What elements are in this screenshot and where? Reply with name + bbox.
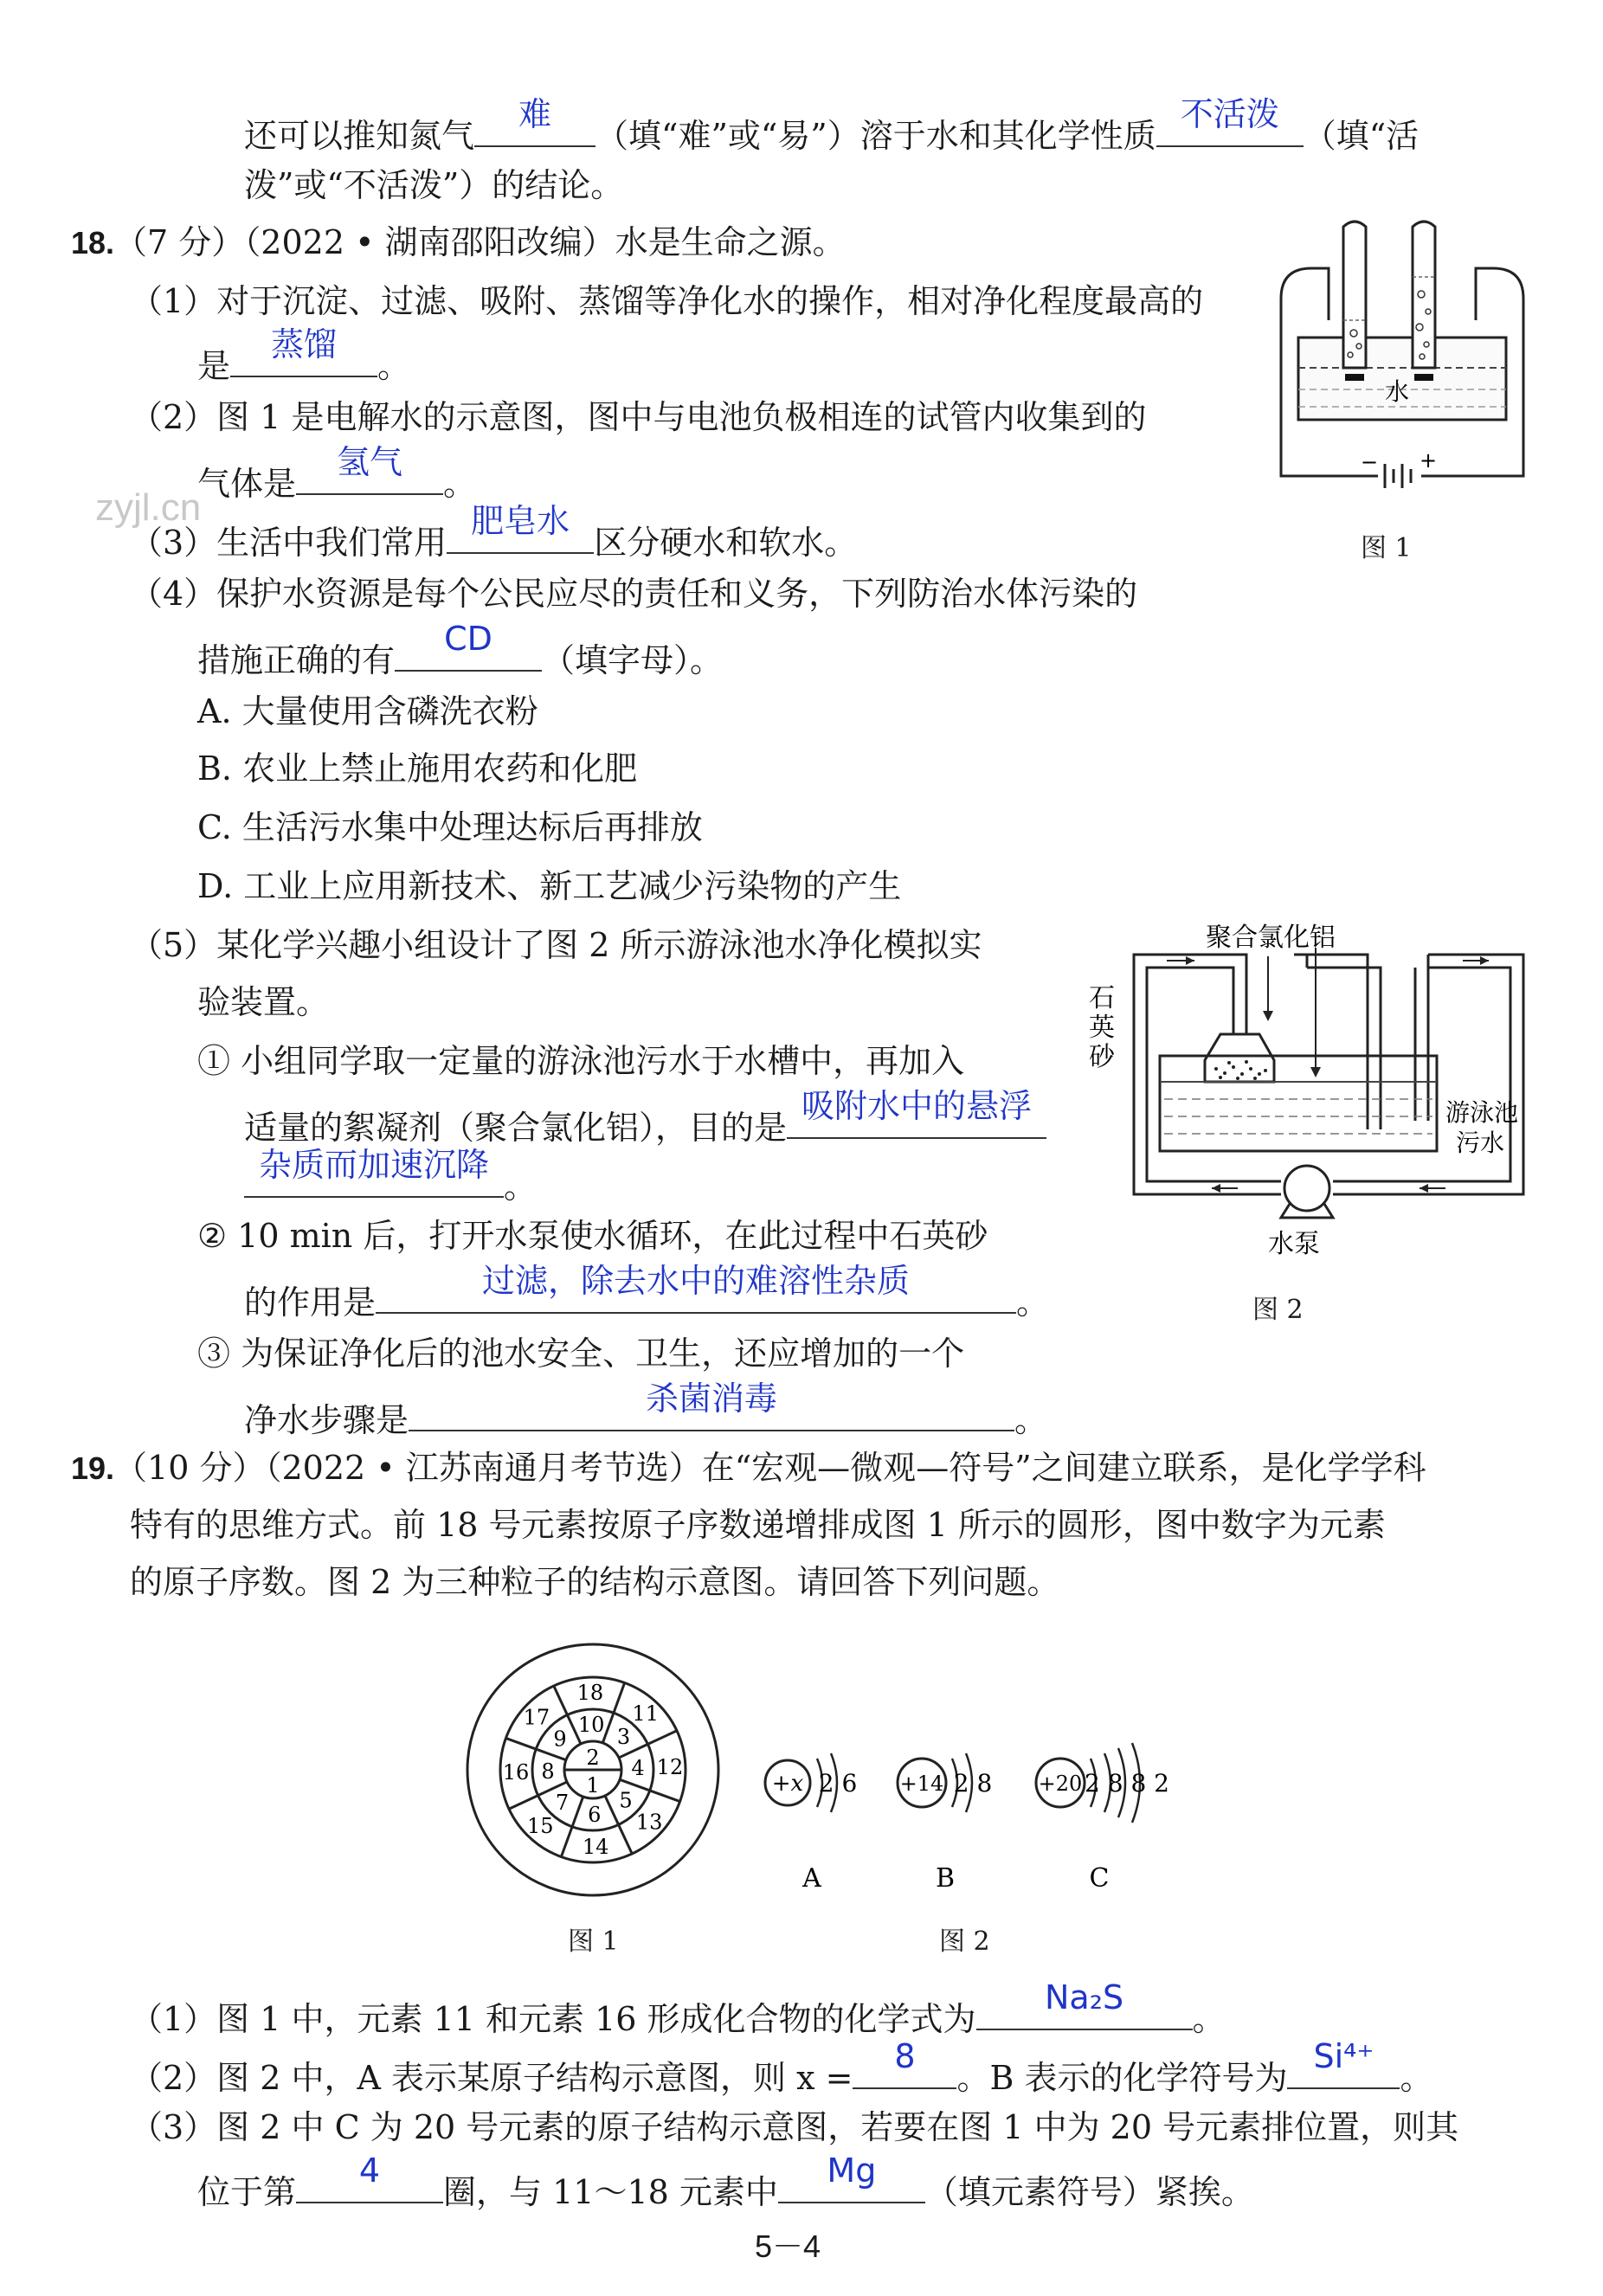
atom-b-nucleus: +14	[899, 1772, 944, 1796]
blank-flocculant-purpose: 吸附水中的悬浮	[787, 1099, 1046, 1139]
flow-arrow	[1420, 1184, 1428, 1193]
wheel-spoke	[605, 1796, 619, 1825]
wheel-number-12: 12	[656, 1754, 684, 1779]
q19-q1: （1）图 1 中，元素 11 和元素 16 形成化合物的化学式为 Na₂S 。	[130, 1978, 1226, 2038]
atom-c-shells: 2 8 8 2	[1085, 1769, 1169, 1798]
plus-sign: +	[1420, 448, 1438, 473]
atom-diagrams	[753, 1731, 1203, 1913]
flow-arrow	[1212, 1184, 1220, 1193]
wheel-spoke	[572, 1797, 583, 1827]
blank-distillation: 蒸馏	[230, 338, 377, 377]
wheel-number-1: 1	[586, 1773, 600, 1798]
flow-arrow	[1480, 956, 1489, 965]
wheel-number-11: 11	[632, 1701, 659, 1726]
q18-s1-line2: 适量的絮凝剂（聚合氯化铝），目的是 吸附水中的悬浮	[244, 1099, 1046, 1148]
label-polyaluminum: 聚合氯化铝	[1206, 923, 1336, 953]
atom-b-shells: 2 8	[953, 1769, 993, 1798]
water-label: 水	[1385, 377, 1410, 406]
q18-number: 18.	[71, 225, 115, 260]
q18-s2-line1: ② 10 min 后，打开水泵使水循环，在此过程中石英砂	[197, 1217, 988, 1255]
wheel-number-16: 16	[502, 1760, 530, 1785]
atom-a-shells: 2 6	[818, 1769, 858, 1798]
atom-b	[898, 1753, 992, 1894]
q18-s3-line1: ③ 为保证净化后的池水安全、卫生，还应增加的一个	[197, 1335, 965, 1373]
wheel-spoke	[614, 1682, 625, 1713]
wheel-caption: 图 1	[568, 1926, 619, 1957]
wheel-spoke	[619, 1824, 633, 1854]
label-quartz-3: 砂	[1089, 1042, 1115, 1072]
q18-p5-line1: （5）某化学兴趣小组设计了图 2 所示游泳池水净化模拟实	[130, 926, 982, 964]
atom-a	[765, 1753, 857, 1894]
pipe-right	[1294, 955, 1381, 1129]
q18-p5-line2: 验装置。	[197, 983, 330, 1021]
atom-c-nucleus: +20	[1038, 1772, 1083, 1796]
wheel-number-3: 3	[616, 1724, 631, 1749]
wheel-number-7: 7	[555, 1791, 570, 1816]
label-pool-1: 游泳池	[1445, 1098, 1519, 1127]
label-pool-2: 污水	[1456, 1129, 1505, 1157]
wheel-spoke	[650, 1791, 680, 1802]
electrolysis-diagram	[1264, 216, 1541, 528]
water-tank	[1160, 1056, 1437, 1151]
atom-a-nucleus: +x	[771, 1771, 804, 1797]
atom-b-label: B	[935, 1863, 956, 1894]
minus-sign: −	[1361, 450, 1379, 474]
blank-disinfection: 杀菌消毒	[409, 1392, 1014, 1431]
wheel-number-18: 18	[576, 1681, 604, 1706]
test-tube-left	[1343, 222, 1366, 368]
q18-p2-line1: （2）图 1 是电解水的示意图，图中与电池负极相连的试管内收集到的	[130, 398, 1147, 436]
blank-ring-number: 4	[296, 2164, 443, 2203]
q19-header: 19.（10 分）（2022 • 江苏南通月考节选）在“宏观—微观—符号”之间建立联系，是化学学科	[71, 1449, 1426, 1487]
page-number: 5－4	[755, 2228, 821, 2264]
q18-s1-line3: 杂质而加速沉降 。	[244, 1158, 537, 1207]
wheel-number-14: 14	[582, 1834, 609, 1859]
q18-p2-line2: 气体是 氢气 。	[197, 443, 477, 503]
wire-left	[1281, 268, 1329, 320]
q18-p4-line1: （4）保护水资源是每个公民应尽的责任和义务，下列防治水体污染的	[130, 575, 1138, 613]
wheel-number-10: 10	[577, 1713, 605, 1738]
blank-flocculant-purpose-cont: 杂质而加速沉降	[244, 1158, 504, 1198]
blank-nitrogen-activity: 不活泼	[1156, 107, 1304, 147]
wheel-number-17: 17	[523, 1705, 550, 1730]
feed-arrow	[1263, 1011, 1273, 1021]
wheel-number-4: 4	[631, 1756, 645, 1781]
pool-purification-diagram	[1082, 913, 1549, 1294]
q18-s1-line1: ① 小组同学取一定量的游泳池污水于水槽中，再加入	[197, 1042, 965, 1080]
blank-cd: CD	[395, 632, 542, 672]
label-pump: 水泵	[1268, 1229, 1320, 1259]
wheel-number-13: 13	[635, 1810, 663, 1835]
atom-c	[1036, 1743, 1169, 1894]
atom-a-label: A	[802, 1863, 821, 1894]
wheel-number-6: 6	[588, 1802, 602, 1827]
quartz-sand-filter	[1205, 1034, 1274, 1082]
pump	[1284, 1166, 1329, 1211]
wheel-spoke	[505, 1738, 536, 1749]
blank-nitrogen-solubility: 难	[474, 107, 595, 147]
blank-si-ion: Si⁴⁺	[1287, 2049, 1400, 2089]
wheel-number-5: 5	[619, 1788, 633, 1813]
wheel-number-2: 2	[586, 1746, 600, 1770]
blank-mg: Mg	[778, 2164, 925, 2203]
electrode-left	[1345, 374, 1364, 381]
top-line-1: 还可以推知氮气 难 （填“难”或“易”）溶于水和其化学性质 不活泼 （填“活	[244, 95, 1420, 155]
wheel-spoke	[509, 1796, 538, 1810]
fig1-caption: 图 1	[1361, 533, 1412, 563]
label-quartz-2: 英	[1089, 1013, 1115, 1043]
electrode-right	[1414, 374, 1433, 381]
q19-q2: （2）图 2 中，A 表示某原子结构示意图，则 x = 8 。B 表示的化学符号为 Si⁴⁺ 。	[130, 2037, 1433, 2097]
q18-p1-line1: （1）对于沉淀、过滤、吸附、蒸馏等净化水的操作，相对净化程度最高的	[130, 282, 1204, 320]
element-wheel	[463, 1640, 723, 1900]
wheel-spoke	[554, 1686, 568, 1715]
blank-x-value: 8	[853, 2049, 956, 2089]
blank-hydrogen: 氢气	[296, 455, 443, 495]
q18-option-c: C. 生活污水集中处理达标后再排放	[197, 808, 703, 846]
wheel-spoke	[561, 1827, 572, 1857]
blank-soap-water: 肥皂水	[447, 514, 594, 554]
wheel-number-8: 8	[541, 1759, 555, 1784]
q18-s2-line2: 的作用是 过滤，除去水中的难溶性杂质 。	[244, 1262, 1050, 1322]
q19-line3: 的原子序数。图 2 为三种粒子的结构示意图。请回答下列问题。	[130, 1563, 1060, 1601]
q19-q3-line2: 位于第 4 圈，与 11～18 元素中 Mg （填元素符号）紧挨。	[197, 2151, 1254, 2211]
q18-p4-line2: 措施正确的有 CD （填字母）。	[197, 620, 724, 679]
q18-p3: （3）生活中我们常用 肥皂水 区分硬水和软水。	[130, 502, 858, 562]
wheel-spoke	[647, 1731, 677, 1745]
q19-number: 19.	[71, 1450, 115, 1486]
q18-s3-line2: 净水步骤是 杀菌消毒 。	[244, 1380, 1048, 1439]
q18-option-a: A. 大量使用含磷洗衣粉	[197, 692, 538, 730]
q19-q3-line1: （3）图 2 中 C 为 20 号元素的原子结构示意图，若要在图 1 中为 20 号元素排位置，则其	[130, 2108, 1459, 2146]
q18-p1-line2: 是 蒸馏 。	[197, 325, 411, 385]
blank-na2s: Na₂S	[976, 1991, 1193, 2030]
wheel-number-15: 15	[527, 1814, 554, 1839]
blank-quartz-sand-role: 过滤，除去水中的难溶性杂质	[376, 1274, 1016, 1314]
q18-option-d: D. 工业上应用新技术、新工艺减少污染物的产生	[197, 867, 902, 905]
flow-arrow	[1186, 956, 1194, 965]
fig2-caption: 图 2	[1252, 1295, 1304, 1325]
q18-header: 18.（7 分）（2022 • 湖南邵阳改编）水是生命之源。	[71, 223, 846, 261]
atoms-caption: 图 2	[939, 1926, 990, 1957]
wheel-number-9: 9	[553, 1727, 567, 1752]
q18-option-b: B. 农业上禁止施用农药和化肥	[197, 749, 638, 788]
top-line-2: 泼”或“不活泼”）的结论。	[244, 166, 624, 204]
q19-line2: 特有的思维方式。前 18 号元素按原子序数递增排成图 1 所示的圆形，图中数字为元素	[130, 1506, 1386, 1544]
label-quartz-1: 石	[1089, 983, 1115, 1013]
atom-c-label: C	[1089, 1863, 1110, 1894]
watermark: zyjl.cn	[95, 486, 202, 529]
wire-right	[1476, 268, 1523, 320]
